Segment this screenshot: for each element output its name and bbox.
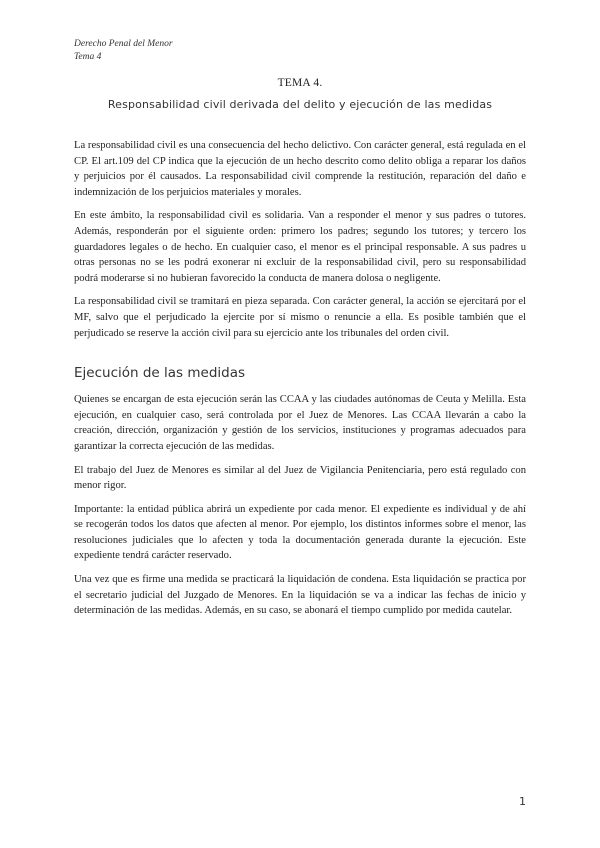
paragraph: La responsabilidad civil es una consecuencia del hecho delictivo. Con carácter general, está regulada en el CP. El art.109 del CP indica que la ejecución de un hecho descrito como delito obliga a reparar los daños y perjuicios por él causados. La responsabilidad civil comprende la restitución, reparación del daño e indemnización de los perjuicios materiales y morales. (74, 140, 526, 198)
paragraph: Una vez que es firme una medida se practicará la liquidación de condena. Esta liquidación se practica por el secretario judicial del Juzgado de Menores. En la liquidación se va a indicar las fechas de inicio y determinación de las medidas. Además, en su caso, se abonará el tiempo cumplido por medida cautelar. (74, 574, 526, 617)
tema-title: TEMA 4. (277, 77, 323, 89)
paragraph: Quienes se encargan de esta ejecución serán las CCAA y las ciudades autónomas de Ceuta y Melilla. Esta ejecución, en cualquier caso, será controlada por el Juez de Menores. Las CCAA llevarán a cabo la creación, dirección, organización y gestión de los servicios, instituciones y programas adecuados para garantizar la correcta ejecución de las medidas. (74, 394, 526, 452)
running-header (74, 38, 173, 64)
document-body (74, 138, 526, 627)
header-topic: Tema 4 (74, 52, 102, 62)
paragraph: En este ámbito, la responsabilidad civil es solidaria. Van a responder el menor y sus padres o tutores. Además, responderán por el siguiente orden: primero los padres; segundo los tutores; y tercero los guardadores legales o de hecho. En cualquier caso, el menor es el principal responsable. A sus padres u otras personas no se les podrá exonerar ni excluir de la responsabilidad civil, pero su responsabilidad podrá moderarse si no hubieran favorecido la conducta de manera dolosa o negligente. (74, 210, 526, 284)
page-number: 1 (519, 795, 526, 808)
document-subtitle: Responsabilidad civil derivada del delito y ejecución de las medidas (107, 98, 493, 111)
paragraph: La responsabilidad civil se tramitará en pieza separada. Con carácter general, la acción se ejercitará por el MF, salvo que el perjudicado la ejercite por sí mismo o renuncie a ella. Es posible también que el perjudicado se reserve la acción civil para su ejercicio ante los tribunales del orden civil. (74, 296, 526, 339)
section-heading-ejecucion: Ejecución de las medidas (74, 365, 246, 382)
paragraph: Importante: la entidad pública abrirá un expediente por cada menor. El expediente es individual y de ahí se recogerán todos los datos que afecten al menor. Por ejemplo, los distintos informes sobre el menor, las resoluciones judiciales que lo afecten y toda la documentación generada durante la ejecución. Este expediente tendrá carácter reservado. (74, 503, 526, 562)
header-course: Derecho Penal del Menor (74, 39, 173, 49)
title-block (74, 76, 526, 112)
paragraph: El trabajo del Juez de Menores es similar al del Juez de Vigilancia Penitenciaria, pero está regulado con menor rigor. (74, 464, 526, 492)
